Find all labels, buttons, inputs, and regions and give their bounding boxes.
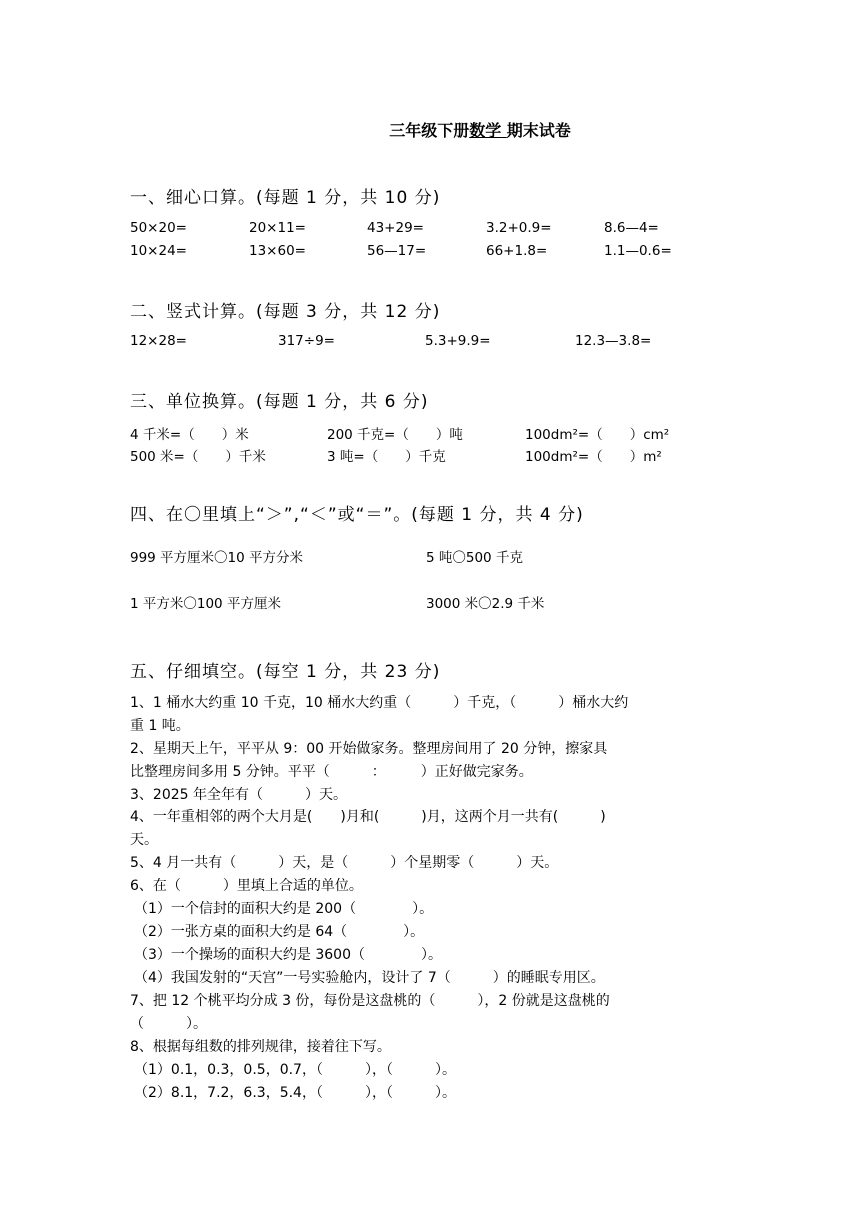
s1-item: 43+29= bbox=[367, 220, 424, 236]
s5-line: 天。 bbox=[130, 832, 158, 848]
s1-item: 56—17= bbox=[367, 243, 427, 259]
title-grade: 三年级下册 bbox=[389, 121, 470, 140]
s1-item: 8.6—4= bbox=[604, 220, 659, 236]
s2-item: 5.3+9.9= bbox=[425, 333, 491, 349]
s1-item: 20×11= bbox=[249, 220, 306, 236]
s3-item: 3 吨=（ ）千克 bbox=[327, 449, 446, 465]
s1-item: 3.2+0.9= bbox=[486, 220, 552, 236]
section-3-heading: 三、单位换算。(每题 1 分，共 6 分) bbox=[130, 392, 429, 412]
s5-line: 7、把 12 个桃平均分成 3 份，每份是这盘桃的（ ），2 份就是这盘桃的 bbox=[130, 993, 610, 1009]
s5-line: （2）一张方桌的面积大约是 64（ ）。 bbox=[134, 924, 425, 940]
s1-item: 66+1.8= bbox=[486, 243, 548, 259]
s5-line: 3、2025 年全年有（ ）天。 bbox=[130, 787, 347, 803]
s1-item: 13×60= bbox=[249, 243, 306, 259]
s5-line: 1、1 桶水大约重 10 千克，10 桶水大约重（ ）千克，（ ）桶水大约 bbox=[130, 695, 629, 711]
page-title bbox=[0, 118, 860, 141]
section-5-heading: 五、仔细填空。(每空 1 分，共 23 分) bbox=[130, 662, 441, 682]
s5-line: （1）0.1，0.3，0.5，0.7，（ ），（ ）。 bbox=[134, 1062, 456, 1078]
s4-item: 999 平方厘米〇10 平方分米 bbox=[130, 550, 304, 566]
s2-item: 12.3—3.8= bbox=[575, 333, 652, 349]
s5-line: 2、星期天上午，平平从 9：00 开始做家务。整理房间用了 20 分钟，擦家具 bbox=[130, 741, 608, 757]
section-4-heading: 四、在〇里填上“＞”,“＜”或“＝”。(每题 1 分，共 4 分) bbox=[130, 505, 584, 525]
s5-line: 5、4 月一共有（ ）天，是（ ）个星期零（ ）天。 bbox=[130, 855, 559, 871]
s2-item: 317÷9= bbox=[278, 333, 335, 349]
s5-line: （2）8.1，7.2，6.3，5.4，（ ），（ ）。 bbox=[134, 1085, 456, 1101]
s5-line: 8、根据每组数的排列规律，接着往下写。 bbox=[130, 1039, 391, 1055]
s3-item: 200 千克=（ ）吨 bbox=[327, 427, 463, 443]
s2-item: 12×28= bbox=[130, 333, 187, 349]
s3-item: 500 米=（ ）千米 bbox=[130, 449, 266, 465]
s1-item: 10×24= bbox=[130, 243, 187, 259]
s5-line: 4、一年重相邻的两个大月是( )月和( )月，这两个月一共有( ) bbox=[130, 809, 606, 825]
s1-item: 1.1—0.6= bbox=[604, 243, 672, 259]
s4-item: 3000 米〇2.9 千米 bbox=[426, 596, 545, 612]
s3-item: 100dm²=（ ）m² bbox=[525, 449, 662, 465]
title-exam: 期末试卷 bbox=[506, 121, 571, 140]
s1-item: 50×20= bbox=[130, 220, 187, 236]
s3-item: 100dm²=（ ）cm² bbox=[525, 427, 670, 443]
section-2-heading: 二、竖式计算。(每题 3 分，共 12 分) bbox=[130, 302, 441, 322]
s5-line: 比整理房间多用 5 分钟。平平（ ： ）正好做完家务。 bbox=[130, 764, 533, 780]
title-subject: 数学 bbox=[469, 121, 502, 140]
s5-line: （4）我国发射的“天宫”一号实验舱内，设计了 7（ ）的睡眠专用区。 bbox=[134, 970, 605, 986]
section-1-heading: 一、细心口算。(每题 1 分，共 10 分) bbox=[130, 188, 441, 208]
s5-line: （1）一个信封的面积大约是 200（ ）。 bbox=[134, 901, 434, 917]
s4-item: 5 吨〇500 千克 bbox=[426, 550, 523, 566]
s5-line: （3）一个操场的面积大约是 3600（ ）。 bbox=[134, 947, 442, 963]
s5-line: 重 1 吨。 bbox=[130, 718, 190, 734]
s5-line: （ ）。 bbox=[130, 1016, 207, 1032]
s5-line: 6、在（ ）里填上合适的单位。 bbox=[130, 878, 363, 894]
s4-item: 1 平方米〇100 平方厘米 bbox=[130, 596, 281, 612]
s3-item: 4 千米=（ ）米 bbox=[130, 427, 249, 443]
